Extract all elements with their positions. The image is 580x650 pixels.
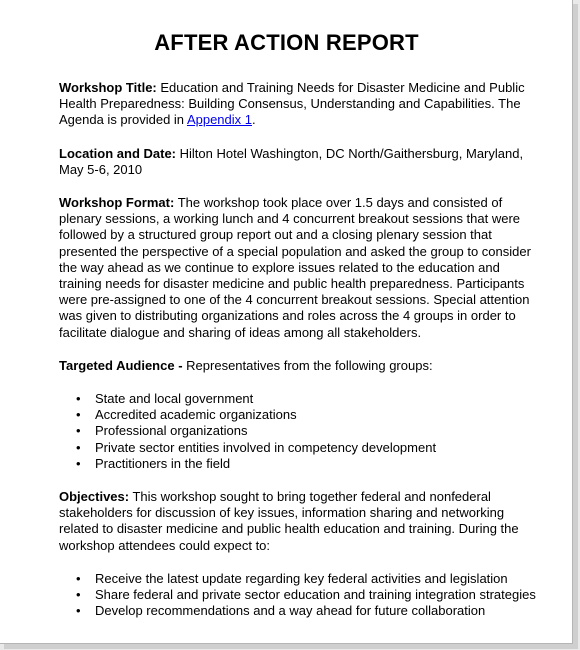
format-text: The workshop took place over 1.5 days and consisted of plenary sessions, a working lunch and 4 concurrent breakout sessions that were followed by a structured group report out and a closing plenary session that presented the perspective of a special population and asked the group to consider the way ahead as we continue to explore issues related to the education and training needs for disaster medicine and public health preparedness. Participants were pre-assigned to one of the 4 concurrent breakout sessions. Special attention was given to distributing organizations and roles across the 4 groups in order to facilitate dialogue and sharing of ideas among all stakeholders. xyxy=(59,195,531,340)
bullet-icon: • xyxy=(76,439,81,455)
list-item xyxy=(59,391,539,407)
bullet-icon: • xyxy=(76,603,81,619)
list-item xyxy=(59,603,539,619)
location-paragraph xyxy=(59,146,539,178)
audience-label: Targeted Audience - xyxy=(59,357,183,373)
list-item xyxy=(59,423,539,439)
audience-text: Representatives from the following groups: xyxy=(186,357,433,373)
document-title: AFTER ACTION REPORT xyxy=(154,30,419,55)
audience-item: Accredited academic organizations xyxy=(95,407,297,423)
list-item xyxy=(59,440,539,456)
workshop-title-text: Education and Training Needs for Disaster Medicine and Public Health Preparedness: Building Consensus, Understanding and Capabilities. The Agenda is provided in xyxy=(59,80,525,128)
workshop-title-end: . xyxy=(252,112,256,128)
bullet-icon: • xyxy=(76,587,81,603)
bullet-icon: • xyxy=(76,423,81,439)
objectives-list xyxy=(59,571,539,620)
document-body xyxy=(59,80,539,636)
audience-item: Professional organizations xyxy=(95,423,248,439)
audience-item: Private sector entities involved in competency development xyxy=(95,439,437,455)
workshop-title-paragraph xyxy=(59,80,539,129)
audience-item: State and local government xyxy=(95,391,254,407)
bullet-icon: • xyxy=(76,407,81,423)
list-item xyxy=(59,456,539,472)
objectives-label: Objectives: xyxy=(59,489,130,505)
list-item xyxy=(59,407,539,423)
page-shadow-right xyxy=(573,4,578,648)
objective-item: Receive the latest update regarding key federal activities and legislation xyxy=(95,570,508,586)
format-label: Workshop Format: xyxy=(59,195,175,211)
workshop-title-label: Workshop Title: xyxy=(59,80,157,95)
location-label: Location and Date: xyxy=(59,145,177,161)
audience-list xyxy=(59,391,539,472)
objectives-text: This workshop sought to bring together federal and nonfederal stakeholders for discussion of key issues, information sharing and networking related to disaster medicine and public health education and training. During the workshop attendees could expect to: xyxy=(59,489,519,553)
objective-item: Share federal and private sector education and training integration strategies xyxy=(95,587,536,603)
audience-item: Practitioners in the field xyxy=(95,455,231,471)
format-paragraph xyxy=(59,195,539,341)
location-text: Hilton Hotel Washington, DC North/Gaithersburg, Maryland, May 5-6, 2010 xyxy=(59,145,524,177)
bullet-icon: • xyxy=(76,391,81,407)
bullet-icon: • xyxy=(76,455,81,471)
objectives-paragraph xyxy=(59,489,539,554)
list-item xyxy=(59,587,539,603)
appendix-link[interactable]: Appendix 1 xyxy=(186,112,252,128)
page-shadow-bottom xyxy=(4,644,578,649)
audience-paragraph xyxy=(59,358,539,374)
list-item xyxy=(59,571,539,587)
objective-item: Develop recommendations and a way ahead for future collaboration xyxy=(95,603,486,619)
bullet-icon: • xyxy=(76,570,81,586)
